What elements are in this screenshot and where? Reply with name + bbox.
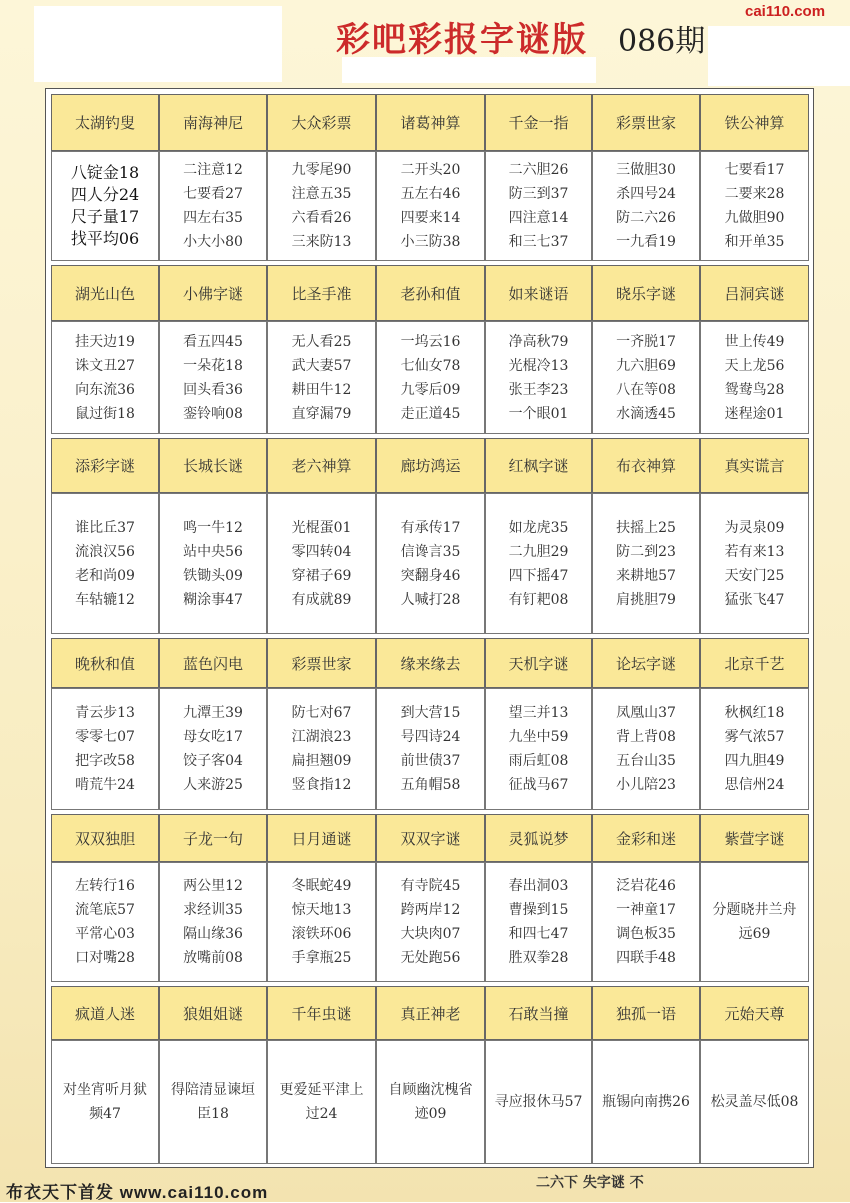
puzzle-cell bbox=[267, 151, 376, 261]
puzzle-line: 来耕地57 bbox=[616, 567, 676, 584]
puzzle-cell bbox=[376, 1040, 485, 1164]
puzzle-line: 思信州24 bbox=[724, 777, 785, 793]
puzzle-line: 无处跑56 bbox=[400, 950, 461, 966]
puzzle-line: 四人分24 bbox=[70, 185, 140, 204]
puzzle-line: 泛岩花46 bbox=[616, 878, 676, 894]
puzzle-line: 二九胆29 bbox=[508, 543, 569, 560]
puzzle-line: 人来游25 bbox=[183, 777, 243, 793]
puzzle-cell bbox=[159, 1040, 267, 1164]
expert-name-header: 灵狐说梦 bbox=[485, 814, 592, 862]
blank-panel bbox=[34, 6, 282, 82]
puzzle-line: 六看看26 bbox=[291, 210, 352, 226]
puzzle-line: 走正道45 bbox=[400, 405, 461, 422]
puzzle-line: 猛张飞47 bbox=[724, 591, 785, 608]
expert-name-header: 缘来缘去 bbox=[376, 638, 485, 688]
puzzle-line: 直穿漏79 bbox=[291, 405, 352, 422]
puzzle-line: 张王李23 bbox=[508, 381, 569, 398]
puzzle-line: 诛文丑27 bbox=[75, 357, 135, 374]
puzzle-line: 号四诗24 bbox=[400, 729, 461, 745]
puzzle-line: 五左右46 bbox=[400, 186, 461, 202]
puzzle-line: 征战马67 bbox=[508, 777, 569, 793]
puzzle-line: 小大小80 bbox=[183, 234, 243, 250]
puzzle-line: 站中央56 bbox=[183, 543, 243, 560]
puzzle-cell bbox=[700, 862, 809, 982]
puzzle-line: 和开单35 bbox=[724, 234, 785, 250]
puzzle-cell bbox=[700, 151, 809, 261]
puzzle-line: 注意五35 bbox=[291, 186, 352, 202]
puzzle-line: 四注意14 bbox=[508, 210, 569, 226]
expert-name-header: 添彩字谜 bbox=[51, 438, 159, 493]
puzzle-line: 平常心03 bbox=[75, 926, 135, 942]
puzzle-line: 零零七07 bbox=[75, 729, 135, 745]
expert-name-header: 金彩和迷 bbox=[592, 814, 700, 862]
puzzle-line: 调色板35 bbox=[616, 926, 676, 942]
puzzle-line: 五角帽58 bbox=[400, 777, 461, 793]
puzzle-line: 耕田牛12 bbox=[291, 381, 352, 398]
puzzle-line: 净高秋79 bbox=[508, 333, 569, 350]
puzzle-line: 求经训35 bbox=[183, 902, 243, 918]
site-logo-text[interactable]: cai110.com bbox=[745, 3, 826, 20]
puzzle-line: 扶摇上25 bbox=[616, 519, 676, 536]
puzzle-cell bbox=[485, 862, 592, 982]
footer-site-banner: 布衣天下首发 www.cai110.com bbox=[6, 1183, 269, 1202]
puzzle-line: 小三防38 bbox=[400, 234, 461, 250]
expert-name-header: 蓝色闪电 bbox=[159, 638, 267, 688]
puzzle-text: 对坐宵听月狱频47 bbox=[63, 1082, 147, 1122]
puzzle-cell bbox=[700, 321, 809, 434]
puzzle-cell bbox=[51, 151, 159, 261]
puzzle-line: 七要看17 bbox=[724, 162, 785, 178]
puzzle-line: 惊天地13 bbox=[291, 902, 352, 918]
puzzle-line: 跨两岸12 bbox=[400, 902, 461, 918]
expert-name-header: 比圣手准 bbox=[267, 265, 376, 321]
puzzle-line: 江湖浪23 bbox=[291, 729, 352, 745]
puzzle-cell bbox=[51, 1040, 159, 1164]
expert-name-header: 诸葛神算 bbox=[376, 94, 485, 151]
puzzle-line: 防二六26 bbox=[616, 210, 676, 226]
expert-name-header: 独孤一语 bbox=[592, 986, 700, 1040]
puzzle-cell bbox=[159, 321, 267, 434]
puzzle-line: 冬眠蛇49 bbox=[291, 878, 352, 894]
puzzle-line: 一齐脱17 bbox=[616, 333, 676, 350]
expert-name-header: 石敢当撞 bbox=[485, 986, 592, 1040]
puzzle-line: 如龙虎35 bbox=[508, 519, 569, 536]
puzzle-line: 天上龙56 bbox=[724, 357, 785, 374]
puzzle-line: 二要来28 bbox=[724, 186, 785, 202]
puzzle-line: 光棍蛋01 bbox=[291, 519, 352, 536]
puzzle-line: 背上背08 bbox=[616, 729, 676, 745]
expert-name-header: 小佛字谜 bbox=[159, 265, 267, 321]
puzzle-cell bbox=[592, 493, 700, 634]
expert-name-header: 元始天尊 bbox=[700, 986, 809, 1040]
puzzle-line: 杀四号24 bbox=[616, 186, 676, 202]
expert-name-header: 大众彩票 bbox=[267, 94, 376, 151]
expert-name-header: 子龙一句 bbox=[159, 814, 267, 862]
puzzle-line: 九潭王39 bbox=[183, 705, 243, 721]
puzzle-line: 九坐中59 bbox=[508, 729, 569, 745]
puzzle-line: 零四转04 bbox=[291, 543, 352, 560]
puzzle-line: 大块肉07 bbox=[400, 926, 461, 942]
puzzle-cell bbox=[267, 688, 376, 810]
puzzle-line: 肩挑胆79 bbox=[616, 591, 676, 608]
puzzle-line: 为灵泉09 bbox=[724, 519, 785, 536]
puzzle-cell bbox=[267, 862, 376, 982]
expert-name-header: 晓乐字谜 bbox=[592, 265, 700, 321]
expert-name-header: 长城长谜 bbox=[159, 438, 267, 493]
expert-name-header: 廊坊鸿运 bbox=[376, 438, 485, 493]
puzzle-line: 二开头20 bbox=[400, 162, 461, 178]
puzzle-cell bbox=[159, 151, 267, 261]
puzzle-line: 有成就89 bbox=[291, 591, 352, 608]
puzzle-line: 八锭金18 bbox=[70, 163, 140, 182]
puzzle-line: 无人看25 bbox=[291, 333, 352, 350]
puzzle-line: 母女吃17 bbox=[183, 729, 243, 745]
puzzle-line: 雨后虹08 bbox=[508, 753, 569, 769]
puzzle-line: 扁担翘09 bbox=[291, 753, 352, 769]
issue-number: 086期 bbox=[618, 24, 706, 59]
puzzle-line: 防七对67 bbox=[291, 705, 352, 721]
puzzle-line: 天安门25 bbox=[724, 567, 785, 584]
puzzle-text: 松灵盖尽低08 bbox=[710, 1094, 799, 1110]
puzzle-line: 一个眼01 bbox=[508, 405, 569, 422]
puzzle-line: 有寺院45 bbox=[400, 878, 461, 894]
puzzle-line: 二注意12 bbox=[183, 162, 243, 178]
expert-name-header: 论坛字谜 bbox=[592, 638, 700, 688]
puzzle-line: 老和尚09 bbox=[75, 567, 135, 584]
puzzle-line: 鸣一牛12 bbox=[183, 519, 243, 536]
puzzle-cell bbox=[485, 151, 592, 261]
puzzle-line: 啃荒牛24 bbox=[75, 777, 135, 793]
puzzle-cell bbox=[592, 151, 700, 261]
page-title: 彩吧彩报字谜版 bbox=[336, 20, 588, 60]
puzzle-line: 五台山35 bbox=[616, 753, 676, 769]
expert-name-header: 紫萱字谜 bbox=[700, 814, 809, 862]
puzzle-cell bbox=[592, 862, 700, 982]
puzzle-line: 迷程途01 bbox=[724, 405, 785, 422]
puzzle-line: 武大妻57 bbox=[291, 357, 352, 374]
puzzle-line: 七要看27 bbox=[183, 186, 243, 202]
puzzle-line: 二六胆26 bbox=[508, 162, 569, 178]
puzzle-line: 三做胆30 bbox=[616, 162, 676, 178]
puzzle-line: 凤凰山37 bbox=[616, 705, 676, 721]
puzzle-line: 手拿瓶25 bbox=[291, 950, 352, 966]
puzzle-text: 瓶锡向南携26 bbox=[602, 1094, 690, 1110]
puzzle-line: 四联手48 bbox=[616, 950, 676, 966]
puzzle-line: 四下摇47 bbox=[508, 567, 569, 584]
puzzle-line: 春出洞03 bbox=[508, 878, 569, 894]
puzzle-text: 自顾幽沈槐省迹09 bbox=[388, 1082, 473, 1122]
expert-name-header: 双双字谜 bbox=[376, 814, 485, 862]
puzzle-line: 鼠过街18 bbox=[75, 405, 135, 422]
puzzle-line: 銮铃响08 bbox=[183, 405, 243, 422]
puzzle-line: 尺子量17 bbox=[70, 207, 140, 226]
puzzle-line: 防二到23 bbox=[616, 543, 676, 560]
expert-name-header: 双双独胆 bbox=[51, 814, 159, 862]
puzzle-cell bbox=[51, 688, 159, 810]
puzzle-cell bbox=[485, 1040, 592, 1164]
puzzle-cell bbox=[159, 493, 267, 634]
expert-name-header: 真实谎言 bbox=[700, 438, 809, 493]
puzzle-line: 八在等08 bbox=[616, 381, 676, 398]
puzzle-line: 流笔底57 bbox=[75, 902, 135, 918]
puzzle-cell bbox=[700, 688, 809, 810]
puzzle-line: 车轱辘12 bbox=[75, 591, 135, 608]
puzzle-line: 左转行16 bbox=[75, 878, 135, 894]
puzzle-line: 一朵花18 bbox=[183, 357, 243, 374]
puzzle-cell bbox=[376, 151, 485, 261]
puzzle-line: 回头看36 bbox=[183, 381, 243, 398]
puzzle-line: 四左右35 bbox=[183, 210, 243, 226]
footer-caption: 二六下 失字谜 不 bbox=[536, 1175, 644, 1191]
puzzle-line: 口对嘴28 bbox=[75, 950, 135, 966]
puzzle-line: 和四七47 bbox=[508, 926, 569, 942]
puzzle-line: 谁比丘37 bbox=[75, 519, 135, 536]
expert-name-header: 彩票世家 bbox=[592, 94, 700, 151]
puzzle-line: 放嘴前08 bbox=[183, 950, 243, 966]
expert-name-header: 铁公神算 bbox=[700, 94, 809, 151]
puzzle-cell bbox=[267, 493, 376, 634]
expert-name-header: 千年虫谜 bbox=[267, 986, 376, 1040]
puzzle-line: 一九看19 bbox=[616, 234, 676, 250]
puzzle-line: 望三并13 bbox=[508, 705, 569, 721]
expert-name-header: 千金一指 bbox=[485, 94, 592, 151]
expert-name-header: 老六神算 bbox=[267, 438, 376, 493]
puzzle-line: 信谗言35 bbox=[400, 543, 461, 560]
puzzle-line: 饺子客04 bbox=[183, 753, 243, 769]
puzzle-text: 分题晓井兰舟远69 bbox=[712, 902, 797, 942]
puzzle-cell bbox=[485, 493, 592, 634]
puzzle-grid bbox=[45, 88, 814, 1168]
puzzle-line: 四九胆49 bbox=[724, 753, 785, 769]
puzzle-line: 有承传17 bbox=[400, 519, 461, 536]
puzzle-cell bbox=[592, 1040, 700, 1164]
puzzle-line: 九零后09 bbox=[400, 381, 461, 398]
puzzle-line: 挂天边19 bbox=[75, 333, 135, 350]
puzzle-cell bbox=[376, 321, 485, 434]
puzzle-text: 更爱延平津上过24 bbox=[279, 1082, 364, 1122]
puzzle-line: 九六胆69 bbox=[616, 357, 676, 374]
puzzle-cell bbox=[376, 493, 485, 634]
puzzle-line: 突翻身46 bbox=[400, 567, 461, 584]
expert-name-header: 布衣神算 bbox=[592, 438, 700, 493]
puzzle-line: 到大营15 bbox=[400, 705, 461, 721]
puzzle-line: 向东流36 bbox=[75, 381, 135, 398]
puzzle-line: 青云步13 bbox=[75, 705, 135, 721]
puzzle-line: 隔山缘36 bbox=[183, 926, 243, 942]
puzzle-line: 看五四45 bbox=[183, 333, 243, 350]
puzzle-line: 光棍冷13 bbox=[508, 357, 569, 374]
puzzle-cell bbox=[267, 321, 376, 434]
expert-name-header: 如来谜语 bbox=[485, 265, 592, 321]
expert-name-header: 疯道人迷 bbox=[51, 986, 159, 1040]
puzzle-cell bbox=[700, 1040, 809, 1164]
puzzle-cell bbox=[485, 688, 592, 810]
puzzle-cell bbox=[592, 688, 700, 810]
puzzle-line: 有钉耙08 bbox=[508, 591, 569, 608]
puzzle-cell bbox=[159, 688, 267, 810]
puzzle-line: 竖食指12 bbox=[291, 777, 352, 793]
puzzle-line: 世上传49 bbox=[724, 333, 785, 350]
puzzle-cell bbox=[51, 321, 159, 434]
expert-name-header: 太湖钓叟 bbox=[51, 94, 159, 151]
puzzle-line: 九零尾90 bbox=[291, 162, 352, 178]
expert-name-header: 老孙和值 bbox=[376, 265, 485, 321]
expert-name-header: 北京千艺 bbox=[700, 638, 809, 688]
puzzle-line: 铁锄头09 bbox=[183, 567, 243, 584]
expert-name-header: 天机字谜 bbox=[485, 638, 592, 688]
puzzle-line: 曹操到15 bbox=[508, 902, 569, 918]
puzzle-line: 人喊打28 bbox=[400, 591, 461, 608]
puzzle-line: 防三到37 bbox=[508, 186, 569, 202]
puzzle-line: 鸳鸯鸟28 bbox=[724, 381, 785, 398]
puzzle-line: 一坞云16 bbox=[400, 333, 461, 350]
puzzle-line: 七仙女78 bbox=[400, 357, 461, 374]
expert-name-header: 彩票世家 bbox=[267, 638, 376, 688]
puzzle-cell bbox=[700, 493, 809, 634]
puzzle-line: 小儿陪23 bbox=[616, 777, 676, 793]
puzzle-cell bbox=[376, 862, 485, 982]
puzzle-line: 穿裙子69 bbox=[291, 567, 352, 584]
expert-name-header: 狼姐姐谜 bbox=[159, 986, 267, 1040]
puzzle-cell bbox=[485, 321, 592, 434]
puzzle-line: 两公里12 bbox=[183, 878, 243, 894]
puzzle-cell bbox=[51, 493, 159, 634]
expert-name-header: 吕洞宾谜 bbox=[700, 265, 809, 321]
blank-panel bbox=[708, 26, 850, 86]
puzzle-line: 把字改58 bbox=[75, 753, 135, 769]
expert-name-header: 晚秋和值 bbox=[51, 638, 159, 688]
expert-name-header: 真正神老 bbox=[376, 986, 485, 1040]
puzzle-cell bbox=[159, 862, 267, 982]
puzzle-line: 流浪汉56 bbox=[75, 543, 135, 560]
puzzle-cell bbox=[592, 321, 700, 434]
puzzle-line: 前世债37 bbox=[400, 753, 461, 769]
puzzle-line: 糊涂事47 bbox=[183, 591, 243, 608]
puzzle-cell bbox=[267, 1040, 376, 1164]
puzzle-line: 三来防13 bbox=[291, 234, 352, 250]
puzzle-text: 得陪清显谏垣臣18 bbox=[171, 1082, 255, 1122]
expert-name-header: 日月通谜 bbox=[267, 814, 376, 862]
puzzle-line: 找平均06 bbox=[70, 229, 140, 248]
puzzle-line: 和三七37 bbox=[508, 234, 569, 250]
puzzle-text: 寻应报休马57 bbox=[494, 1094, 583, 1110]
expert-name-header: 湖光山色 bbox=[51, 265, 159, 321]
puzzle-line: 九做胆90 bbox=[724, 210, 785, 226]
puzzle-cell bbox=[51, 862, 159, 982]
puzzle-line: 水滴透45 bbox=[616, 405, 676, 422]
puzzle-line: 若有来13 bbox=[724, 543, 785, 560]
puzzle-line: 胜双拳28 bbox=[508, 950, 569, 966]
expert-name-header: 南海神尼 bbox=[159, 94, 267, 151]
puzzle-cell bbox=[376, 688, 485, 810]
puzzle-line: 秋枫红18 bbox=[724, 705, 785, 721]
expert-name-header: 红枫字谜 bbox=[485, 438, 592, 493]
puzzle-line: 雾气浓57 bbox=[724, 729, 785, 745]
puzzle-line: 一神童17 bbox=[616, 902, 676, 918]
puzzle-line: 滚铁环06 bbox=[291, 926, 352, 942]
puzzle-line: 四要来14 bbox=[400, 210, 461, 226]
